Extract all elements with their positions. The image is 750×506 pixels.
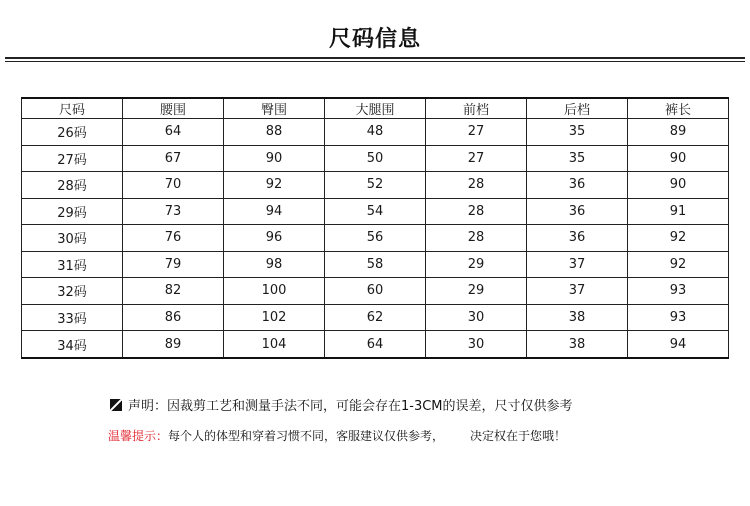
measure-cell: 52 (325, 172, 426, 199)
measure-cell: 98 (224, 251, 325, 278)
measure-cell: 100 (224, 278, 325, 305)
measure-cell: 38 (527, 331, 628, 358)
measure-cell: 27 (426, 145, 527, 172)
header-waist: 腰围 (123, 98, 224, 119)
measure-cell: 35 (527, 145, 628, 172)
measure-cell: 90 (628, 172, 729, 199)
measure-cell: 90 (628, 145, 729, 172)
measure-cell: 36 (527, 172, 628, 199)
measure-cell: 27 (426, 119, 527, 146)
measure-cell: 104 (224, 331, 325, 358)
table-row (22, 331, 729, 358)
statement-note (110, 395, 573, 414)
measure-cell: 70 (123, 172, 224, 199)
measure-cell: 93 (628, 278, 729, 305)
size-cell: 32码 (22, 278, 123, 305)
measure-cell: 30 (426, 304, 527, 331)
measure-cell: 92 (224, 172, 325, 199)
measure-cell: 35 (527, 119, 628, 146)
measure-cell: 89 (628, 119, 729, 146)
table-row (22, 225, 729, 252)
measure-cell: 48 (325, 119, 426, 146)
size-cell: 26码 (22, 119, 123, 146)
statement-text: 声明：因裁剪工艺和测量手法不同，可能会存在1-3CM的误差，尺寸仅供参考 (128, 399, 573, 414)
tip-label: 温馨提示： (108, 429, 169, 443)
measure-cell: 29 (426, 278, 527, 305)
measure-cell: 90 (224, 145, 325, 172)
measure-cell: 37 (527, 251, 628, 278)
measure-cell: 94 (628, 331, 729, 358)
measure-cell: 54 (325, 198, 426, 225)
measure-cell: 38 (527, 304, 628, 331)
measure-cell: 36 (527, 225, 628, 252)
measure-cell: 82 (123, 278, 224, 305)
table-row (22, 278, 729, 305)
measure-cell: 92 (628, 225, 729, 252)
title-divider (5, 57, 745, 59)
measure-cell: 67 (123, 145, 224, 172)
measure-cell: 64 (123, 119, 224, 146)
measure-cell: 92 (628, 251, 729, 278)
header-size: 尺码 (22, 98, 123, 119)
measure-cell: 56 (325, 225, 426, 252)
header-back-rise: 后档 (527, 98, 628, 119)
header-hip: 臀围 (224, 98, 325, 119)
size-cell: 33码 (22, 304, 123, 331)
table-header-row (22, 98, 729, 119)
title-divider-thin (5, 61, 745, 62)
size-cell: 34码 (22, 331, 123, 358)
measure-cell: 30 (426, 331, 527, 358)
size-cell: 29码 (22, 198, 123, 225)
table-row (22, 119, 729, 146)
measure-cell: 91 (628, 198, 729, 225)
measure-cell: 79 (123, 251, 224, 278)
header-length: 裤长 (628, 98, 729, 119)
pencil-square-icon (110, 399, 122, 411)
size-cell: 27码 (22, 145, 123, 172)
measure-cell: 28 (426, 198, 527, 225)
measure-cell: 89 (123, 331, 224, 358)
measure-cell: 29 (426, 251, 527, 278)
table-row (22, 304, 729, 331)
page-title: 尺码信息 (328, 27, 421, 52)
header-thigh: 大腿围 (325, 98, 426, 119)
size-chart-table (21, 97, 729, 359)
measure-cell: 36 (527, 198, 628, 225)
measure-cell: 37 (527, 278, 628, 305)
header-front-rise: 前档 (426, 98, 527, 119)
tip-text: 每个人的体型和穿着习惯不同，客服建议仅供参考， (168, 429, 445, 443)
measure-cell: 93 (628, 304, 729, 331)
table-row (22, 198, 729, 225)
size-cell: 28码 (22, 172, 123, 199)
measure-cell: 88 (224, 119, 325, 146)
measure-cell: 28 (426, 172, 527, 199)
measure-cell: 76 (123, 225, 224, 252)
table-row (22, 145, 729, 172)
size-cell: 31码 (22, 251, 123, 278)
measure-cell: 50 (325, 145, 426, 172)
measure-cell: 96 (224, 225, 325, 252)
table-row (22, 251, 729, 278)
measure-cell: 58 (325, 251, 426, 278)
tip-note (108, 427, 566, 444)
table-row (22, 172, 729, 199)
measure-cell: 28 (426, 225, 527, 252)
measure-cell: 62 (325, 304, 426, 331)
measure-cell: 64 (325, 331, 426, 358)
measure-cell: 73 (123, 198, 224, 225)
measure-cell: 102 (224, 304, 325, 331)
measure-cell: 60 (325, 278, 426, 305)
size-cell: 30码 (22, 225, 123, 252)
measure-cell: 94 (224, 198, 325, 225)
measure-cell: 86 (123, 304, 224, 331)
tip-tail: 决定权在于您哦！ (470, 429, 567, 443)
